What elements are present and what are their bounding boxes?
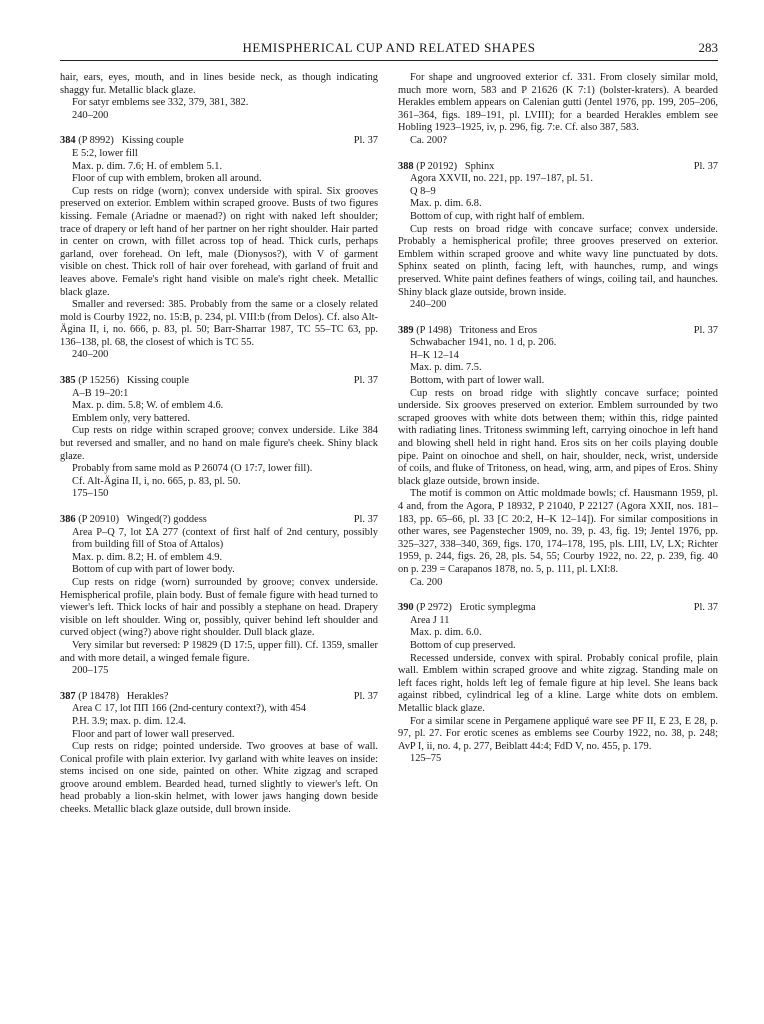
- bibliographic-reference: Agora XXVII, no. 221, pp. 197–187, pl. 51.: [410, 173, 593, 185]
- date-range: 240–200: [72, 349, 109, 361]
- entry-title: Tritoness and Eros: [459, 324, 538, 336]
- inventory-number: (P 15256): [78, 375, 120, 387]
- date-range: 175–150: [72, 488, 109, 500]
- entry-title: Kissing couple: [121, 135, 184, 147]
- date-range: Ca. 200?: [410, 134, 447, 146]
- comment: For a similar scene in Pergamene appliqué ware see PF II, E 23, E 28, p. 97, pl. 27. For erotic scenes as emblems see Courby 1922, no. 38, p. 248; AvP I, ii, no. 4, p. 277, Beiblatt 44:4; FdD V, no. 455, p. 179.: [398, 715, 718, 752]
- entry-number: 385: [60, 375, 76, 387]
- plate-reference: Pl. 37: [693, 160, 718, 172]
- entry-heading: [398, 161, 718, 174]
- findspot: H–K 12–14: [410, 349, 459, 361]
- findspot: E 5:2, lower fill: [72, 147, 138, 159]
- entry-heading: [398, 602, 718, 615]
- left-column: [60, 72, 378, 817]
- findspot: Q 8–9: [410, 185, 436, 197]
- preservation: Bottom, with part of lower wall.: [410, 375, 545, 387]
- page-number: 283: [698, 40, 718, 55]
- plate-reference: Pl. 37: [353, 135, 378, 147]
- preservation: Floor and part of lower wall preserved.: [72, 728, 235, 740]
- entry-heading: [60, 691, 378, 704]
- description: Cup rests on ridge within scraped groove; convex underside. Like 384 but reversed and smaller, and no hand on male figure's cheek. Shiny black glaze.: [60, 425, 378, 462]
- inventory-number: (P 20910): [78, 514, 120, 525]
- comment: For shape and ungrooved exterior cf. 331. From closely similar mold, much more worn, 583 and P 21626 (K 7:1) (bolster-kraters). A bearded Herakles emblem appears on Calenian gutti (Jentel 1976, pp. 199, 205–206, 361–364, figs. 189–191, pl. LVIII); for a bearded Herakles emblem see Hobling 1923–1925, iv, p. 296, fig. 7:e. Cf. also 387, 583.: [398, 72, 718, 134]
- plate-reference: Pl. 37: [353, 514, 378, 525]
- inventory-number: (P 18478): [78, 690, 120, 702]
- catalog-entry-390: [398, 602, 718, 766]
- preservation: Bottom of cup, with right half of emblem.: [410, 210, 585, 222]
- inventory-number: (P 20192): [416, 160, 458, 172]
- entry-number: 389: [398, 324, 414, 336]
- catalog-entry-389: [398, 325, 718, 589]
- cross-reference: For satyr emblems see 332, 379, 381, 382.: [72, 97, 249, 109]
- entry-title: Winged(?) goddess: [126, 514, 207, 525]
- entry-number: 390: [398, 602, 414, 614]
- dimensions: Max. p. dim. 7.6; H. of emblem 5.1.: [72, 160, 223, 172]
- comment-secondary: Cf. Alt-Ägina II, i, no. 665, p. 83, pl. 50.: [72, 475, 241, 487]
- date-range: 240–200: [410, 299, 447, 311]
- description: Cup rests on ridge (worn) surrounded by groove; convex underside. Hemispherical profile, plain body. Bust of female figure with head turned to viewer's left. Thick locks of hair and possibly a stephane on head. Drapery visible on left shoulder. Wing or, possibly, quiver behind left shoulder and curved object (wing?) above right shoulder. Dull black glaze.: [60, 576, 378, 639]
- catalog-entry-384: [60, 135, 378, 362]
- comment: Smaller and reversed: 385. Probably from the same or a closely related mold is Courby 1922, no. 15:B, p. 234, pl. VIII:b (from Delos). Cf. also Alt-Ägina II, i, no. 666, p. 83, pl. 50; Barr-Sharrar 1987, TC 55–TC 63, pp. 136–138, pl. 68, the closest of which is TC 55.: [60, 299, 378, 348]
- comment: The motif is common on Attic moldmade bowls; cf. Hausmann 1959, pl. 4 and, from the Agora, P 18932, P 21040, P 22127 (Agora XXII, nos. 181–183, pp. 65–66, pl. 33 [C 20:2, H–K 12–14]). For similar compositions in other wares, see Pagenstecher 1909, no. 39, p. 43, fig. 19; Jentel 1976, pp. 325–327, 338–340, 369, figs. 170, 174–178, 195, pls. LIII, LV, LX; Richter 1959, p. 244, figs. 26, 28, pls. 54, 55; Courby 1922, no. 22, p. 239, fig. 40 on p. 239 = Carapanos 1878, no. 5, p. 111, pl. LXI:8.: [398, 488, 718, 575]
- date-range: Ca. 200: [410, 576, 443, 588]
- plate-reference: Pl. 37: [693, 602, 718, 614]
- dimensions: Max. p. dim. 8.2; H. of emblem 4.9.: [72, 551, 223, 563]
- inventory-number: (P 8992): [78, 135, 114, 147]
- entry-387-continuation: [398, 72, 718, 148]
- entry-title: Erotic symplegma: [459, 602, 536, 614]
- catalog-entry-385: [60, 375, 378, 501]
- findspot: Area C 17, lot ΠΠ 166 (2nd-century context?), with 454: [72, 703, 307, 715]
- description: Cup rests on broad ridge with slightly concave surface; pointed underside. Six grooves preserved on exterior. Emblem surrounded by two scraped grooves with white dots between them; within this, ridge painted with radiating lines. Tritoness swimming left, carrying oinochoe in left hand and blowing shell held in right hand. Eros sits on her coils playing double pipe. Paint on oinochoe and shell, on hair, shoulder, neck, wrist, underside of coils, and fluke of Tritoness, on head, wing, arm, and pipes of Eros. Shiny black glaze outside, brown inside.: [398, 387, 718, 487]
- entry-number: 388: [398, 160, 414, 172]
- inventory-number: (P 1498): [416, 324, 452, 336]
- plate-reference: Pl. 37: [353, 375, 378, 387]
- dimensions: P.H. 3.9; max. p. dim. 12.4.: [72, 715, 187, 727]
- comment: Probably from same mold as P 26074 (O 17:7, lower fill).: [72, 463, 313, 475]
- dimensions: Max. p. dim. 7.5.: [410, 362, 482, 374]
- inventory-number: (P 2972): [416, 602, 452, 614]
- dimensions: Max. p. dim. 6.0.: [410, 627, 482, 639]
- entry-title: Kissing couple: [126, 375, 189, 387]
- catalog-entry-388: [398, 161, 718, 312]
- plate-reference: Pl. 37: [693, 324, 718, 336]
- entry-title: Herakles?: [126, 690, 169, 702]
- entry-title: Sphinx: [464, 160, 495, 172]
- findspot: Area J 11: [410, 614, 450, 626]
- running-title: HEMISPHERICAL CUP AND RELATED SHAPES: [242, 40, 536, 55]
- description: Cup rests on ridge; pointed underside. Two grooves at base of wall. Conical profile with plain exterior. Ivy garland with white leaves on inside: stems incised on one side, painted on other. White zigzag and scraped groove around emblem. Bearded head, turned slightly to viewer's left. On head probably a lion-skin helmet, with lower jaws hanging down beside cheeks. Metallic black glaze outside, dull brown inside.: [60, 741, 378, 816]
- entry-heading: [398, 325, 718, 338]
- date-range: 125–75: [410, 753, 442, 765]
- entry-number: 386: [60, 514, 76, 525]
- entry-number: 387: [60, 690, 76, 702]
- description: Cup rests on ridge (worn); convex underside with spiral. Six grooves preserved on exterior. Emblem within scraped groove. Busts of two figures kissing. Female (Ariadne or maenad?) on right with naked left shoulder; trace of drapery or left hand of her partner on her right shoulder. Hair parted in center on crown, with fillet across top of head. Thick curls, perhaps garland, over forehead. On left, male (Dionysos?), with V of garment visible on chest. Thick roll of hair over forehead, with garland of fruit and leaves above. Female's right hand visible on male's right cheek. Metallic black glaze.: [60, 185, 378, 298]
- dimensions: Max. p. dim. 5.8; W. of emblem 4.6.: [72, 400, 224, 412]
- right-column: [398, 72, 718, 766]
- description: Recessed underside, convex with spiral. Probably conical profile, plain wall. Emblem within scraped groove and white zigzag. Standing male on left faces right, holds left leg of female figure at hip level. She leans back against ribbed, cylindrical leg of a kline. Large white dots on emblem. Metallic black glaze.: [398, 652, 718, 714]
- preservation: Bottom of cup preserved.: [410, 639, 516, 651]
- running-header: [60, 38, 718, 61]
- findspot: Area P–Q 7, lot ΣA 277 (context of first half of 2nd century, possibly from building fill of Stoa of Attalos): [72, 526, 378, 551]
- description: Cup rests on broad ridge with concave surface; convex underside. Probably a hemispherical profile; three grooves preserved on exterior. Emblem within scraped groove and white wavy line punctuated by dots. Sphinx seated on plinth, facing left, with haunches, rump, and wings preserved. White paint defines feathers of wings, coiling tail, and haunches. Shiny black glaze outside, brown inside.: [398, 223, 718, 298]
- bibliographic-reference: Schwabacher 1941, no. 1 d, p. 206.: [410, 337, 557, 349]
- entry-number: 384: [60, 135, 76, 147]
- catalog-entry-387: [60, 691, 378, 817]
- entry-heading: [60, 514, 378, 527]
- preservation: Bottom of cup with part of lower body.: [72, 564, 235, 576]
- findspot: A–B 19–20:1: [72, 387, 129, 399]
- plate-reference: Pl. 37: [353, 690, 378, 702]
- entry-heading: [60, 135, 378, 148]
- date-range: 240–200: [72, 109, 109, 121]
- intro-continuation: [60, 72, 378, 122]
- preservation: Floor of cup with emblem, broken all around.: [72, 173, 262, 185]
- entry-heading: [60, 375, 378, 388]
- paragraph: hair, ears, eyes, mouth, and in lines beside neck, as though indicating shaggy fur. Metallic black glaze.: [60, 72, 378, 96]
- date-range: 200–175: [72, 665, 109, 677]
- catalog-entry-386: [60, 514, 378, 678]
- dimensions: Max. p. dim. 6.8.: [410, 198, 482, 210]
- comment: Very similar but reversed: P 19829 (D 17:5, upper fill). Cf. 1359, smaller and with more detail, a winged female figure.: [60, 639, 378, 664]
- preservation: Emblem only, very battered.: [72, 412, 190, 424]
